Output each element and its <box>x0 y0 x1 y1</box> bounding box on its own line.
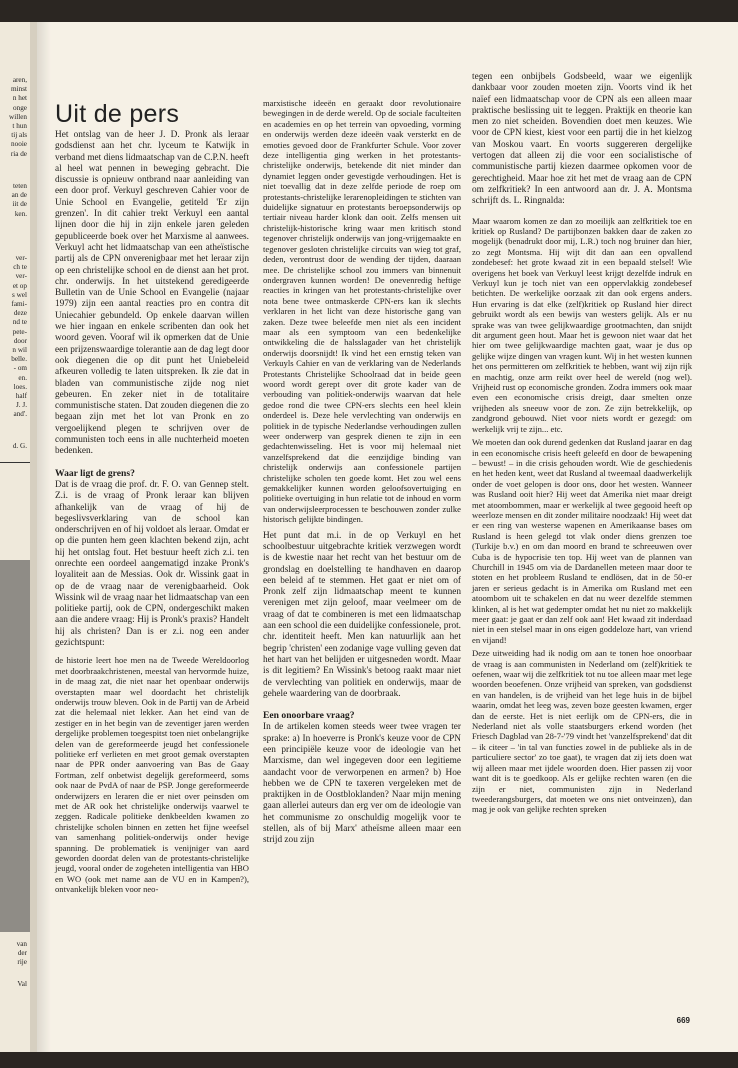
fragment-line: nd te <box>12 318 27 327</box>
col3-quote2: We moeten dan ook durend gedenken dat Rusland jaarar en dag in een economische crisis heeft geleefd en door de bewapening – bewust! – in die crisis gehouden wordt. Wie de geschiedenis en het heden kent, weet dat Rusland al tweemaal daadwerkelijk onder de voet gelopen is door ons, door het westen. Wanneer was Rusland ooit hier? Hij weet dat Amerika niet maar dreigt met atoombommen, maar er werkelijk al twee gegooid heeft op weerloze mensen en dit zonder militaire noodzaak! Hij weet dat er een ring van westerse wapenen en Amerikaanse bases om Rusland is heen gelegd tot vlak onder diens grenzen toe (Turkije b.v.) en om dan moord en brand te schreeuwen over Cuba is de hypocrisie ten top. Hij weet van de plannen van Churchill in 1945 om via de Dardanellen meteen maar door te stoten en het probleem Rusland te endlösen, dat in de 50-er jaren er serieus gedacht is in Amerika om Rusland met een atoombom uit te schakelen en dat nu weer dezelfde stemmen klinken, al is het wat gedempter omdat het nu niet zo makkelijk meer gaat: je gaat er dan zelf ook aan! Het kwaad zit inderdaad niet in een stelsel maar in ons eigen goddeloze hart, van vriend en vijand! <box>472 437 692 645</box>
fragment-line: n het <box>12 94 27 103</box>
col2-para1: marxistische ideeën en geraakt door revolutionaire bewegingen in de derde wereld. Op de sociale faculteiten en academies en op het terrein van opvoeding, vorming en onderwijs werden deze ideeën vaak versterkt en de emoties gevoed door de Frankfurter Schule. Voor zover deze intelligentia ging werken in het protestants-christelijke onderwijs, betekende dit niet minder dan dynamiet leggen onder gevestigde verhoudingen. Het is niet toevallig dat in deze zelfde periode de roep om protestants-christelijke lerarenopleidingen te stichten van duidelijke signatuur en protestants beroepsonderwijs op tertiair niveau harder klonk dan ooit. Zelfs mensen uit christelijk-historische kring waar men kritisch stond tegenover christelijk onderwijs van jong-vrijgemaakte en tegenover gesloten christelijke circuits van wieg tot graf, deden, verontrust door de wending der tijden, daaraan mee. De christelijke school zou immers van binnenuit ondergraven kunnen worden! De onevenredig heftige reacties in kringen van het protestants-christelijke over nota bene twee ontmaskerde CPN-ers kan ik slechts verklaren in het licht van deze historische gang van zaken. Deze twee beleefde men niet als een incident maar als een symptoom van een bedenkelijke ontwikkeling die de halsslagader van het christelijk onderwijs doorsnijdt! Ik vind het een ernstig teken van Verkuyls Cahier en van de verklaring van de Nederlands Protestants Christelijke Schoolraad dat in beide geen woord wordt gerept over dit grote kader van de verbouding van politiek-onderwijs waarvan dat hele gedoe rond die twee CPN-ers slechts een heel klein onderdeel is. Deze hele vervlechting van onderwijs en politiek in de typische Nederlandse verhoudingen zullen weer onderwerp van gesprek dienen te zijn in een gedachtenwisseling. Het is voor mij helemaal niet vanzelfsprekend dat die eenzijdige binding van christelijk onderwijs aan confessionele partijen christelijke scholen ten goede komt. Het zou wel eens gemakkelijker kunnen worden geloofsovertuiging en politieke overtuiging in hun relatie tot de inhoud en vorm van onderwijsleerprocessen te beschouwen zonder zulke historisch gelijkte bindingen. <box>263 98 461 525</box>
fragment-line: der <box>17 949 27 958</box>
column-1 <box>55 130 249 895</box>
fragment-line: fami- <box>11 300 27 309</box>
fragment-line: J. J. <box>16 401 27 410</box>
fragment-line: et op <box>12 281 27 290</box>
fragment-line: loes. <box>13 382 27 391</box>
fragment-line: door <box>13 336 27 345</box>
col2-para2: Het punt dat m.i. in de op Verkuyl en het schoolbestuur uitgebrachte kritiek verzwegen wordt is de kwestie naar het recht van het bestuur om de grondslag en doelstelling te handhaven en daarop een beleid af te stemmen. Het gaat er niet om of Pronk zelf zijn lidmaatschap meent te kunnen verenigen met zijn geloof, maar veelmeer om de vraag of dat te combineren is met een lidmaatschap aan een school die een duidelijke confessionele, prot. chr. identiteit heeft. Men kan natuurlijk aan het begrip 'christen' een zodanige vage vulling geven dat het hart van het belijden er uitgesneden wordt. Maar is dit legitiem? En Wissink's betoog raakt maar niet de vervlechting van politiek en onderwijs, maar de gehele waardering van de doorbraak. <box>263 530 462 699</box>
divider-rule <box>0 462 30 463</box>
col3-quote1: Maar waarom komen ze dan zo moeilijk aan zelfkritiek toe en kritiek op Rusland? De partijbonzen bakken daar de zaken zo mogelijk (benadrukt door mij, L.R.) toch nog bruiner dan hier, zo zegt Montsma. Hij wijt dit dan aan een opvallend zondebesef: het grote kwaad zit in een bepaald stelsel! Wie overigens het boek van Verkuyl leest krijgt dezelfde indruk en Verkuyl kun je toch niet van een oppervlakkig zondebesef betichten. De werkelijke oorzaak zit dan ook ergens anders. Hun ervaring is dat elke (zelf)kritiek op Rusland hier direct gebruikt wordt als een bewijs van westers gelijk. Als er nu sprake was van twee gelijkwaardige grootmachten, dan snijdt dit argument geen hout. Maar het is gewoon niet waar dat het hier om twee gelijkwaardige machten gaat, waar je dus op gelijke wijze dingen van vragen kunt. Wij in het westen kunnen het ons permitteren om zelfkritiek te hebben, want wij zijn rijk en machtig, onze arm reikt over heel de wereld (nog wel). Vrijheid rust op economische gronden. Zodra immers ook maar even een economische crisis dreigt, daar smelten onze vrijheden als sneeuw voor de zon. Ze zijn betrekkelijk, op zandgrond gebouwd. Niet voor niets wordt er gezegd: om werkelijk vrij te zijn... etc. <box>472 215 692 434</box>
fragment-line: s wel <box>12 290 27 299</box>
page-gutter <box>30 22 37 1052</box>
col2-para3: In de artikelen komen steeds weer twee vragen ter sprake: a) In hoeverre is Pronk's keuze voor de CPN een principiële keuze voor de ideologie van het Marxisme, dan wel ingegeven door een legitieme aandacht voor de verworpenen en armen? b) Hoe hebben we de CPN te taxeren vergeleken met de praktijken in de Oostbloklanden? Naar mijn mening gaan allerlei auteurs dan erg ver om de ideologie van het communisme zo onschuldig mogelijk voor te stellen, als of bij Marx' atheïsme alleen maar een strijd zou zijn <box>263 722 461 846</box>
fragment-line: ch te <box>13 263 27 272</box>
fragment-line: deze <box>13 309 27 318</box>
previous-page-strip <box>0 22 30 1052</box>
fragment-last: Val <box>17 980 27 988</box>
column-2 <box>263 98 461 847</box>
fragment-line: and'. <box>13 410 27 419</box>
signature-fragment: d. G. <box>12 442 27 450</box>
heading-waar-ligt-de-grens: Waar ligt de grens? <box>55 467 135 479</box>
col3-quote3: Deze uitweiding had ik nodig om aan te tonen hoe onoorbaar de vraag is aan communisten in Nederland om (zelf)kritiek te oefenen, waar wij die zelfkritiek tot nu toe alleen maar met lege woorden beoefenen. Onze vrijheid van spreken, van godsdienst en van handelen, is de vrijheid van het lege huis in de bijbel waarin, omdat het leeg was, zeven boze geesten kwamen, erger dan de eerste. Het is niet eerlijk om de CPN-ers, die in Nederland niet als volle staatsburgers erkend worden (het Friesch Dagblad van 28-7-'79 vindt het 'vanzelfsprekend' dat dit – ik citeer – 'in tal van functies zowel in de publieke als in de particuliere sector' zo toe gaat), te vragen dat zij iets doen wat wij alleen maar met ijdele woorden doen. Hier passen zij voor want dit is te goedkoop. Als er gelijke rechten waren (en die zijn er niet, communisten zijn in Nederland tweederangsburgers, dat moeten we ons niet ontveinzen), dan mag je ook van gelijke rechten spreken <box>472 648 692 815</box>
previous-page-fragments-mid <box>0 182 30 219</box>
fragment-line: - om <box>13 364 27 373</box>
col1-para2: Dat is de vraag die prof. dr. F. O. van Gennep stelt. Z.i. is de vraag of Pronk leraar kan blijven afhankelijk van de vraag of hij de begeslivsverklaring van de school kan onderschrijven en of hij voldoet als leraar. Omdat er op die punten hem geen klachten bekend zijn, acht hij het ontslag fout. Het bestuur heeft zich z.i. ten onrechte een oordeel aangematigd inzake Pronk's loyaliteit aan de Messias. Ook dr. Wissink gaat in op de de vraag naar de verenigbaarheid. Ook Wissink wil de vraag naar het lidmaatschap van een politieke partij, ook de CPN, ondergeschikt maken aan die andere vraag: Hij is Pronk's praxis? Handelt hij als christen? Dan is er z.i. nog een ander gezichtspunt: <box>55 479 249 649</box>
col1-intro: Het ontslag van de heer J. D. Pronk als leraar godsdienst aan het chr. lyceum te Katwijk in verband met diens lidmaatschap van de C.P.N. heeft al heel wat pennen in beweging gebracht. Die discussie is opnieuw ontbrand naar aanleiding van een door prof. Verkuyl geschreven Cahier voor de Unie School en Evangelie, getiteld 'Er zijn grenzen'. In dit cahier trekt Verkuyl een aantal lijnen door die hij in zijn enkele jaren geleden gepubliceerde boek over het Marxisme al aanwees. Verkuyl acht het lidmaatschap van een atheïstische partij als de CPN onverenigbaar met het leraar zijn op een christelijke school en de dienst aan het prot. chr. onderwijs. In het uitstekend geredigeerde Bulletin van de Unie School en Evangelie (najaar 1979) zijn een aantal reacties pro en contra dit Uniecahier gebundeld. Op enkele daarvan willen we hier ingaan en enkele scribenten dan ook het woord geven. Vooraf wil ik opmerken dat de Unie een prijzenswaardige tolerantie aan de dag legt door ook diegenen die op dit punt het Uniebeleid afkeuren volledig te laten uitspreken. Ik zie dat in bladen van communistische zijde nog niet gebeuren. En zeker niet in de totalitaire communistische staten. Dat zouden diegenen die zo begaan zijn met het lot van Pronk en zo vergoelijkend plegen te schrijven over de communisten toch eens in alle nuchterheid moeten bedenken. <box>55 130 249 457</box>
fragment-line: minst <box>11 85 27 94</box>
fragment-line: rije <box>17 958 27 967</box>
fragment-line: ver- <box>15 272 27 281</box>
fragment-line: t hun <box>12 122 27 131</box>
fragment-line: nooie <box>11 140 27 149</box>
fragment-line: ria de <box>10 149 27 158</box>
fragment-line: ver- <box>15 254 27 262</box>
heading-een-onoorbare-vraag: Een onoorbare vraag? <box>263 710 355 722</box>
fragment-line: willen <box>9 112 27 121</box>
fragment-line: belle. <box>11 355 27 364</box>
previous-page-fragments-top <box>0 76 30 159</box>
fragment-line: van <box>16 940 27 948</box>
fragment-line: teten <box>13 182 27 190</box>
magazine-page <box>37 22 738 1052</box>
article-title: Uit de pers <box>55 100 180 128</box>
previous-page-fragments-mid2 <box>0 254 30 420</box>
fragment-line: aren, <box>12 76 27 84</box>
previous-page-fragments-bottom <box>0 940 30 968</box>
fragment-line: iit de <box>12 200 27 209</box>
col3-intro: tegen een onbijbels Godsbeeld, waar we eigenlijk dankbaar voor zouden moeten zijn. Voorts vind ik het naïef een lidmaatschap voor de CPN als een alleen maar praktische beslissing uit te leggen. Praktijk en theorie kan men zo niet scheiden. Bovendien doet men keuzes. Wie voor de CPN kiest, kiest voor een partij die in het kielzog van Moskou vaart. En voorts suggereren dergelijke vertogen dat alleen zij die voor een socialistische of communistische partij kiezen daarmee opkomen voor de gerechtigheid. Maar hoe zit het met de vraag aan de CPN om zelfkritiek? In een antwoord aan dr. J. A. Montsma schrijft ds. L. Ringnalda: <box>472 72 692 207</box>
photo-fragment <box>0 560 30 932</box>
fragment-line: an de <box>11 191 27 200</box>
fragment-line: en. <box>18 373 27 382</box>
fragment-line: ken. <box>14 209 27 218</box>
fragment-line: n wil <box>12 346 27 355</box>
column-3 <box>472 72 692 815</box>
fragment-line: half <box>15 392 27 401</box>
fragment-line: pete- <box>12 327 27 336</box>
fragment-line: tij als <box>11 131 27 140</box>
page-number: 669 <box>676 1016 690 1025</box>
col1-quote: de historie leert hoe men na de Tweede Wereldoorlog met doorbraakchristenen, meestal van hervormde huize, in de maag zat, die niet naar het openbaar onderwijs overstapten maar wel doordacht het christelijk onderwijs trouw bleven. Ook in de Partij van de Arbeid zat die helemaal niet lekker. Aan het eind van de zestiger en in het begin van de zeventiger jaren werden dergelijke problemen toegespitst toen niet onbelangrijke delen van de gereformeerde jeugd het confessionele politieke erf verlieten en met groot gemak overstapten naar de PPR onder aanvoering van Bas de Gaay Fortman, zelf onbetwist degelijk gereformeerd, soms ook naar de PvdA of naar de PSP. Jonge gereformeerde onderwijzers en leraren die er niet over peinsden om met de AR ook het christelijke onderwijs vaarwel te zeggen. Radicale politieke denkbeelden kwamen zo christelijke scholen binnen en zetten het fijne weefsel van samenhang politiek-onderwijs onder hevige spanning. De problematiek is venijniger van aard geworden doordat delen van de protestants-christelijke jeugd, vooral onder de zogeheten intelligentia van HBO en WO (ook met name aan de VU en in Kampen?), ontvankelijk bleken voor neo- <box>55 655 249 895</box>
fragment-line: onge <box>13 103 27 112</box>
